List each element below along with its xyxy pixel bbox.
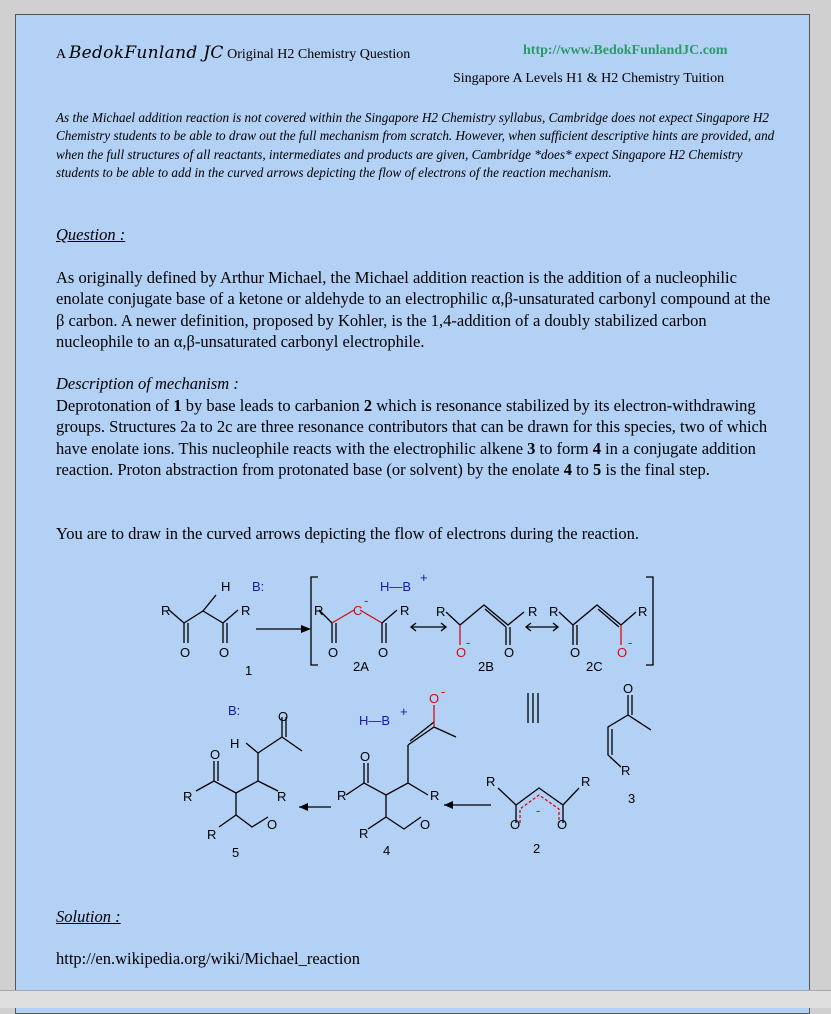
atom-o: O — [360, 749, 371, 764]
atom-o: O — [278, 709, 289, 724]
compound-4-label: 4 — [383, 843, 391, 858]
atom-r: R — [400, 603, 410, 618]
atom-o: O — [210, 747, 221, 762]
brand-prefix: A — [56, 47, 66, 62]
intro-note: As the Michael addition reaction is not covered within the Singapore H2 Chemistry syllabus, Cambridge does not expect Singapore H2 Chemistry students to be able to draw out the full mechanism from scratch. However, when sufficient descriptive hints are provided, and when the full structures of all reactants, intermediates and products are given, Cambridge *does* expect Singapore H2 Chemistry students to be able to add in the curved arrows depicting the flow of electrons of the reaction mechanism. — [56, 110, 775, 180]
minus-charge: - — [536, 803, 541, 818]
base-b: B: — [228, 703, 241, 718]
instruction-paragraph: You are to draw in the curved arrows depicting the flow of electrons during the reaction. — [56, 524, 639, 543]
minus-charge: - — [466, 635, 471, 650]
document-page — [15, 14, 810, 1014]
viewer-bottom-bar — [0, 990, 831, 1008]
compound-3-label: 3 — [628, 791, 636, 806]
atom-o: O — [328, 645, 339, 660]
minus-charge: - — [441, 684, 446, 699]
atom-o: O — [570, 645, 581, 660]
atom-r: R — [241, 603, 251, 618]
question-heading: Question : — [56, 225, 126, 244]
atom-h: H — [221, 579, 231, 594]
atom-h: H — [230, 736, 240, 751]
compound-2b-label: 2B — [478, 659, 494, 674]
protonated-base: H—B — [359, 713, 391, 728]
brand-logo: BedokFunland JC — [68, 43, 224, 63]
minus-charge: - — [628, 635, 633, 650]
plus-charge: + — [420, 570, 428, 585]
atom-o: O — [420, 817, 431, 832]
tuition-tagline: Singapore A Levels H1 & H2 Chemistry Tuition — [453, 71, 725, 86]
reaction-scheme — [16, 15, 811, 915]
question-label: Original H2 Chemistry Question — [227, 47, 411, 62]
compound-2c-label: 2C — [586, 659, 603, 674]
minus-charge: - — [364, 593, 369, 608]
enolate-o: O — [617, 645, 628, 660]
enolate-o: O — [429, 691, 440, 706]
atom-r: R — [359, 826, 369, 841]
atom-o: O — [623, 681, 634, 696]
atom-o: O — [180, 645, 191, 660]
atom-r: R — [638, 604, 648, 619]
atom-r: R — [314, 603, 324, 618]
atom-r: R — [528, 604, 538, 619]
compound-2a-label: 2A — [353, 659, 369, 674]
definition-paragraph: As originally defined by Arthur Michael, the Michael addition reaction is the addition of a nucleophilic enolate conjugate base of a ketone or aldehyde to an electrophilic α,β-unsaturated carbonyl compound at the β carbon. A newer definition, proposed by Kohler, is the 1,4-addition of a doubly stabilized carbon nucleophile to an α,β-unsaturated carbonyl electrophile. — [56, 268, 771, 351]
atom-o: O — [557, 817, 568, 832]
atom-r: R — [161, 603, 171, 618]
atom-o: O — [510, 817, 521, 832]
compound-5-label: 5 — [232, 845, 240, 860]
atom-r: R — [337, 788, 347, 803]
atom-r: R — [436, 604, 446, 619]
mechanism-paragraph: Deprotonation of 1 by base leads to carbanion 2 which is resonance stabilized by its electron-withdrawing groups. Structures 2a to 2c are three resonance contributors that can be drawn for this species, two of which have enolate ions. This nucleophile reacts with the electrophilic alkene 3 to form 4 in a conjugate addition reaction. Proton abstraction from protonated base (or solvent) by the enolate 4 to 5 is the final step. — [56, 396, 768, 479]
protonated-base: H—B — [380, 579, 412, 594]
atom-o: O — [504, 645, 515, 660]
atom-r: R — [549, 604, 559, 619]
compound-1-label: 1 — [245, 663, 253, 678]
atom-r: R — [277, 789, 287, 804]
atom-r: R — [486, 774, 496, 789]
atom-o: O — [378, 645, 389, 660]
atom-o: O — [267, 817, 278, 832]
mechanism-heading: Description of mechanism : — [56, 374, 239, 393]
solution-heading: Solution : — [56, 907, 121, 926]
atom-r: R — [621, 763, 631, 778]
atom-r: R — [430, 788, 440, 803]
atom-r: R — [207, 827, 217, 842]
plus-charge: + — [400, 704, 408, 719]
atom-r: R — [581, 774, 591, 789]
enolate-o: O — [456, 645, 467, 660]
solution-link[interactable]: http://en.wikipedia.org/wiki/Michael_reaction — [56, 949, 360, 968]
compound-2-label: 2 — [533, 841, 541, 856]
atom-r: R — [183, 789, 193, 804]
carbanion-c: C — [353, 603, 363, 618]
atom-o: O — [219, 645, 230, 660]
header-url[interactable]: http://www.BedokFunlandJC.com — [523, 43, 728, 58]
base-b: B: — [252, 579, 265, 594]
